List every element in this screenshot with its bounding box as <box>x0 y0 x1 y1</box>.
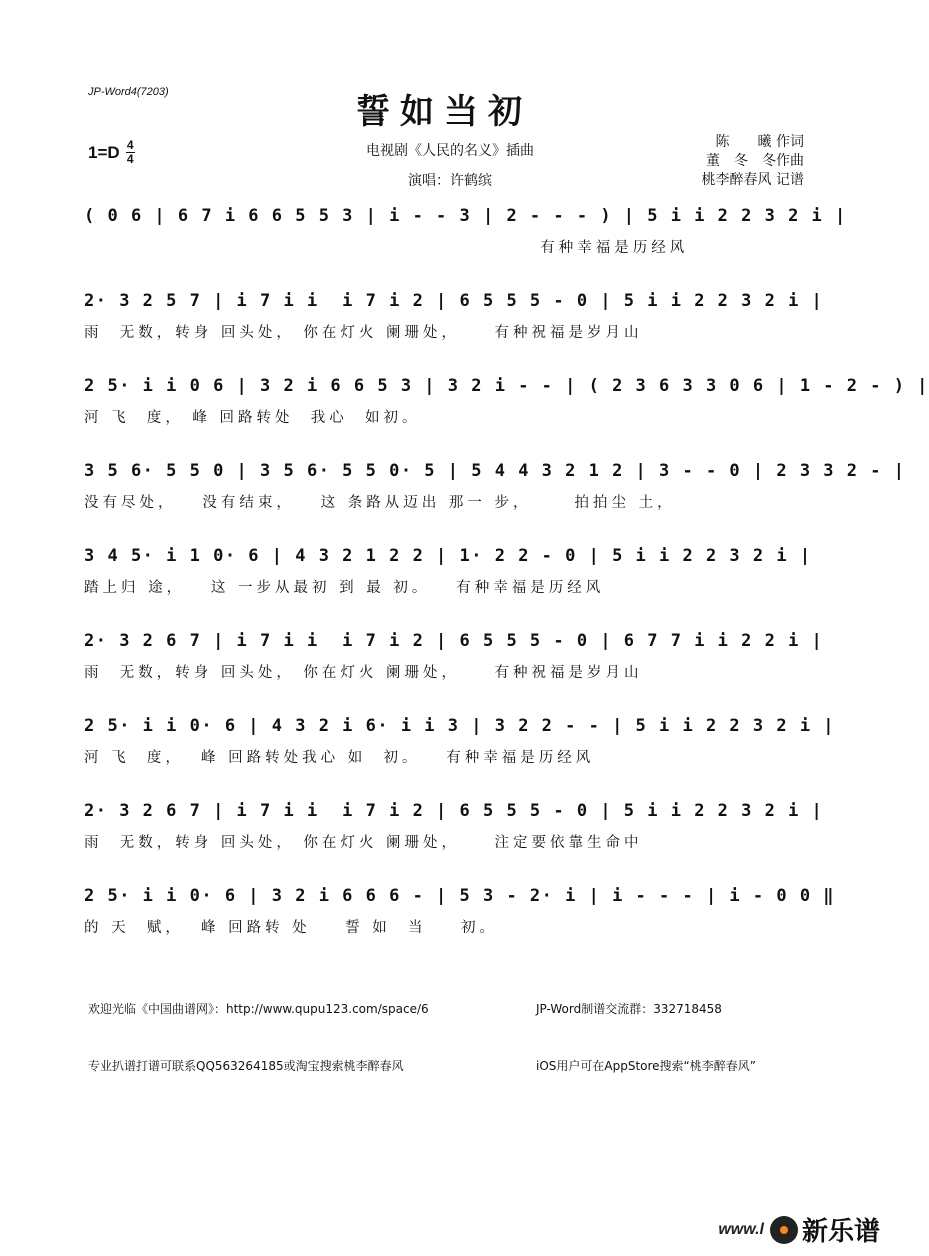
credits <box>702 133 804 190</box>
notation-row: 2· 3 2 6 7 | i 7 i i i 7 i 2 | 6 5 5 5 - 0 | 6 7 7 i i 2 2 i | <box>84 631 824 651</box>
singer: 演唱：许鹤缤 <box>408 173 492 189</box>
score-system <box>84 455 906 525</box>
composer: 董 冬 冬作曲 <box>706 153 804 169</box>
lyrics-row: 踏上归 途， 这 一步从最初 到 最 初。 有种幸福是历经风 <box>84 580 605 596</box>
notation-row: ( 0 6 | 6 7 i 6 6 5 5 3 | i - - 3 | 2 - - - ) | 5 i i 2 2 3 2 i | <box>84 206 847 226</box>
notation-row: 2 5· i i 0 6 | 3 2 i 6 6 5 3 | 3 2 i - - | ( 2 3 6 3 3 0 6 | 1 - 2 - ) | <box>84 376 929 396</box>
key-signature <box>88 140 135 165</box>
footer-contact: 专业扒谱打谱可联系QQ563264185或淘宝搜索桃李醉春风 <box>88 1059 404 1073</box>
score-system <box>84 200 847 270</box>
lyrics-row: 河 飞 度， 峰 回路转处我心 如 初。 有种幸福是历经风 <box>84 750 595 766</box>
song-title: 誓如当初 <box>356 92 532 132</box>
notation-row: 2· 3 2 5 7 | i 7 i i i 7 i 2 | 6 5 5 5 - 0 | 5 i i 2 2 3 2 i | <box>84 291 824 311</box>
watermark-brand: 新乐谱 <box>801 1217 880 1247</box>
footer-left <box>88 962 429 1114</box>
time-denominator: 4 <box>126 152 134 166</box>
watermark-url: www.l <box>718 1220 764 1238</box>
footer-ios-note: iOS用户可在AppStore搜索“桃李醉春风” <box>536 1059 756 1073</box>
site-watermark <box>718 1211 880 1248</box>
key-label: 1=D <box>88 142 120 162</box>
lyrics-row: 河 飞 度， 峰 回路转处 我心 如初。 <box>84 410 421 426</box>
notation-row: 2· 3 2 6 7 | i 7 i i i 7 i 2 | 6 5 5 5 - 0 | 5 i i 2 2 3 2 i | <box>84 801 824 821</box>
notation-row: 3 5 6· 5 5 0 | 3 5 6· 5 5 0· 5 | 5 4 4 3 2 1 2 | 3 - - 0 | 2 3 3 2 - | <box>84 461 906 481</box>
time-signature <box>126 140 135 165</box>
lyrics-row: 雨 无数，转身 回头处， 你在灯火 阑珊处， 有种祝福是岁月山 <box>84 325 643 341</box>
record-disc-icon <box>770 1216 798 1244</box>
footer-right <box>536 962 756 1114</box>
notation-row: 2 5· i i 0· 6 | 4 3 2 i 6· i i 3 | 3 2 2 - - | 5 i i 2 2 3 2 i | <box>84 716 836 736</box>
lyrics-row: 有种幸福是历经风 <box>84 240 689 256</box>
notation-row: 2 5· i i 0· 6 | 3 2 i 6 6 6 - | 5 3 - 2· i | i - - - | i - 0 0 ‖ <box>84 886 836 906</box>
notation-row: 3 4 5· i 1 0· 6 | 4 3 2 1 2 2 | 1· 2 2 - 0 | 5 i i 2 2 3 2 i | <box>84 546 812 566</box>
subtitle: 电视剧《人民的名义》插曲 <box>366 143 534 159</box>
software-tag: JP-Word4(7203) <box>88 86 169 98</box>
lyrics-row: 没有尽处， 没有结束， 这 条路从迈出 那一 步， 拍拍尘 土， <box>84 495 676 511</box>
score-system <box>84 625 824 695</box>
score-system <box>84 795 824 865</box>
score-system <box>84 285 824 355</box>
score-system <box>84 710 836 780</box>
score-system <box>84 880 836 950</box>
time-numerator: 4 <box>126 138 134 152</box>
footer-group: JP-Word制谱交流群：332718458 <box>536 1002 722 1016</box>
score-system <box>84 370 929 440</box>
lyricist: 陈 曦 作词 <box>715 134 804 150</box>
lyrics-row: 的 天 赋， 峰 回路转 处 誓 如 当 初。 <box>84 920 498 936</box>
transcriber: 桃李醉春风 记谱 <box>701 172 804 188</box>
lyrics-row: 雨 无数，转身 回头处， 你在灯火 阑珊处， 有种祝福是岁月山 <box>84 665 643 681</box>
footer-site-link[interactable]: 欢迎光临《中国曲谱网》：http://www.qupu123.com/space/6 <box>88 1002 429 1016</box>
lyrics-row: 雨 无数，转身 回头处， 你在灯火 阑珊处， 注定要依靠生命中 <box>84 835 643 851</box>
score-system <box>84 540 812 610</box>
